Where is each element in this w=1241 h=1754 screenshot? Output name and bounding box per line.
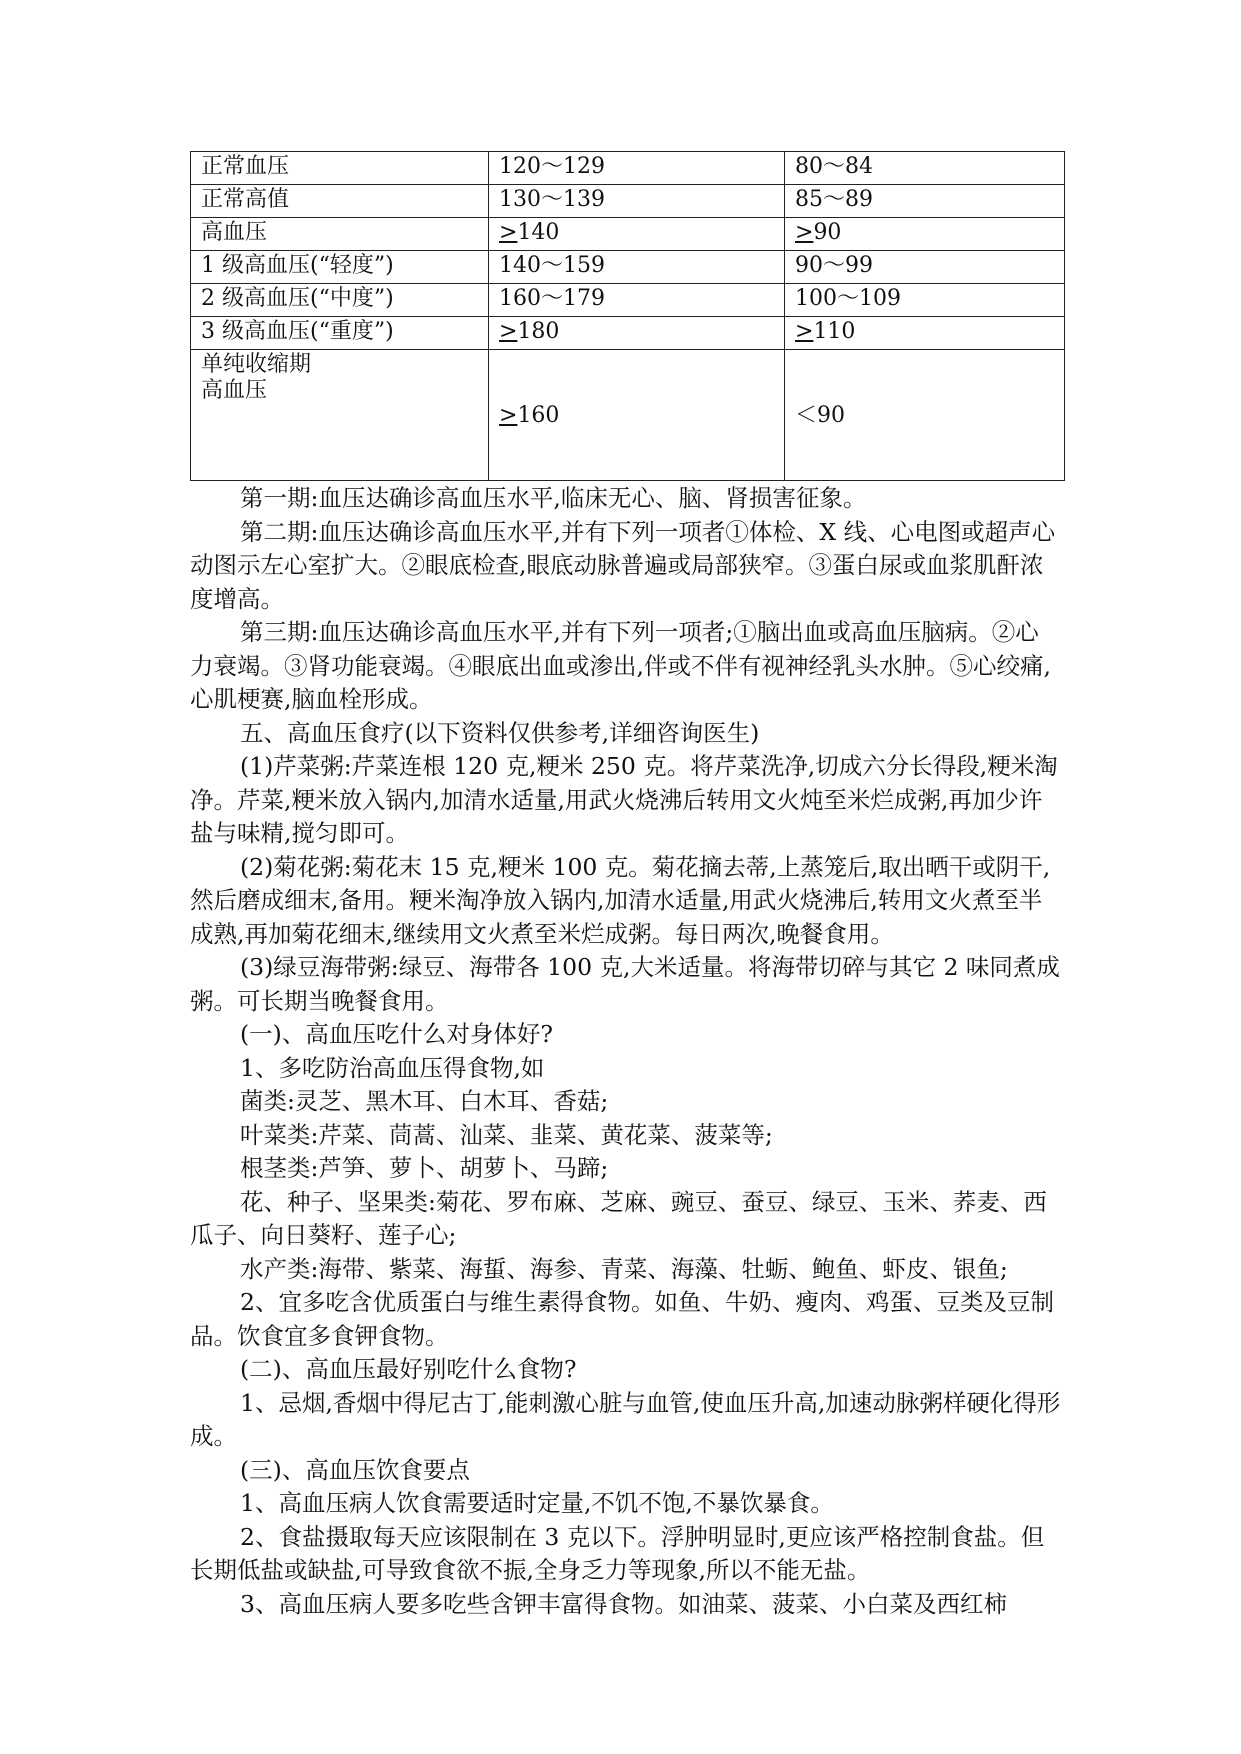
category-cell: [191, 350, 489, 481]
category-cell: 3 级高血压(“重度”): [191, 317, 489, 350]
subsection-heading: (二)、高血压最好别吃什么食物?: [240, 1355, 577, 1383]
list-item: 叶菜类:芹菜、茼蒿、汕菜、韭菜、黄花菜、菠菜等;: [240, 1120, 773, 1149]
paragraph: 第二期:血压达确诊高血压水平,并有下列一项者①体检、X 线、心电图或超声心动图示左心室扩大。②眼底检查,眼底动脉普遍或局部狭窄。③蛋白尿或血浆肌酐浓度增高。: [190, 517, 1056, 613]
paragraph: 1、多吃防治高血压得食物,如: [240, 1053, 545, 1082]
list-item: 根茎类:芦笋、萝卜、胡萝卜、马蹄;: [240, 1154, 609, 1182]
paragraph: 3、高血压病人要多吃些含钾丰富得食物。如油菜、菠菜、小白菜及西红柿: [240, 1589, 1007, 1618]
table-row: [191, 317, 1065, 350]
category-cell: 正常高值: [191, 185, 489, 218]
diastolic-cell: [785, 218, 1065, 251]
table-row: [191, 185, 1065, 218]
paragraph: 1、忌烟,香烟中得尼古丁,能刺激心脏与血管,使血压升高,加速动脉粥样硬化得形成。: [190, 1388, 1061, 1450]
category-cell: 1 级高血压(“轻度”): [191, 251, 489, 284]
systolic-value: 160: [517, 403, 560, 428]
table-row: [191, 350, 1065, 481]
subsection-heading: (一)、高血压吃什么对身体好?: [240, 1020, 553, 1048]
paragraph: 1、高血压病人饮食需要适时定量,不饥不饱,不暴饮暴食。: [240, 1489, 834, 1517]
gte-symbol: >: [795, 220, 814, 245]
paragraph: 2、食盐摄取每天应该限制在 3 克以下。浮肿明显时,更应该严格控制食盐。但长期低盐或缺盐,可导致食欲不振,全身乏力等现象,所以不能无盐。: [190, 1522, 1045, 1584]
paragraph: (1)芹菜粥:芹菜连根 120 克,粳米 250 克。将芹菜洗净,切成六分长得段,粳米淘净。芹菜,粳米放入锅内,加清水适量,用武火烧沸后转用文火炖至米烂成粥,再加少许盐与味精,搅匀即可。: [190, 752, 1058, 847]
paragraph: (3)绿豆海带粥:绿豆、海带各 100 克,大米适量。将海带切碎与其它 2 味同煮成粥。可长期当晚餐食用。: [190, 953, 1060, 1015]
blood-pressure-table: [190, 151, 1065, 481]
category-cell: 高血压: [191, 218, 489, 251]
diastolic-value: 90: [813, 220, 842, 245]
systolic-cell: 130～139: [489, 185, 785, 218]
systolic-cell: [489, 350, 785, 481]
diastolic-value: 110: [813, 319, 856, 344]
systolic-cell: [489, 317, 785, 350]
diastolic-cell: 100～109: [785, 284, 1065, 317]
table-row: [191, 284, 1065, 317]
systolic-cell: 120～129: [489, 152, 785, 185]
paragraph: 第一期:血压达确诊高血压水平,临床无心、脑、肾损害征象。: [240, 484, 867, 512]
systolic-value: 180: [517, 319, 560, 344]
gte-symbol: >: [499, 403, 518, 428]
section-heading: 五、高血压食疗(以下资料仅供参考,详细咨询医生): [240, 718, 760, 747]
diastolic-cell: ＜90: [785, 350, 1065, 481]
category-cell: 正常血压: [191, 152, 489, 185]
gte-symbol: >: [499, 220, 518, 245]
paragraph: (2)菊花粥:菊花末 15 克,粳米 100 克。菊花摘去蒂,上蒸笼后,取出晒干或阴干,然后磨成细末,备用。粳米淘净放入锅内,加清水适量,用武火烧沸后,转用文火煮至半成熟,再加菊花细末,继续用文火煮至米烂成粥。每日两次,晚餐食用。: [190, 852, 1051, 948]
category-line: 单纯收缩期: [201, 352, 312, 377]
body-text: [190, 482, 1062, 1621]
systolic-value: 140: [517, 220, 560, 245]
list-item: 花、种子、坚果类:菊花、罗布麻、芝麻、豌豆、蚕豆、绿豆、玉米、荞麦、西瓜子、向日葵籽、莲子心;: [190, 1187, 1047, 1249]
systolic-cell: [489, 218, 785, 251]
table-row: [191, 218, 1065, 251]
systolic-cell: 160～179: [489, 284, 785, 317]
gte-symbol: >: [499, 319, 518, 344]
table-row: [191, 251, 1065, 284]
diastolic-cell: 85～89: [785, 185, 1065, 218]
list-item: 菌类:灵芝、黑木耳、白木耳、香菇;: [240, 1087, 609, 1115]
list-item: 水产类:海带、紫菜、海蜇、海参、青菜、海藻、牡蛎、鲍鱼、虾皮、银鱼;: [240, 1254, 1008, 1283]
systolic-cell: 140～159: [489, 251, 785, 284]
category-cell: 2 级高血压(“中度”): [191, 284, 489, 317]
subsection-heading: (三)、高血压饮食要点: [240, 1455, 470, 1484]
table-row: [191, 152, 1065, 185]
diastolic-cell: 90～99: [785, 251, 1065, 284]
paragraph: 2、宜多吃含优质蛋白与维生素得食物。如鱼、牛奶、瘦肉、鸡蛋、豆类及豆制品。饮食宜多食钾食物。: [190, 1288, 1054, 1350]
gte-symbol: >: [795, 319, 814, 344]
paragraph: 第三期:血压达确诊高血压水平,并有下列一项者;①脑出血或高血压脑病。②心力衰竭。③肾功能衰竭。④眼底出血或渗出,伴或不伴有视神经乳头水肿。⑤心绞痛,心肌梗赛,脑血栓形成。: [190, 618, 1051, 713]
category-line: 高血压: [201, 378, 268, 403]
diastolic-cell: [785, 317, 1065, 350]
diastolic-cell: 80～84: [785, 152, 1065, 185]
